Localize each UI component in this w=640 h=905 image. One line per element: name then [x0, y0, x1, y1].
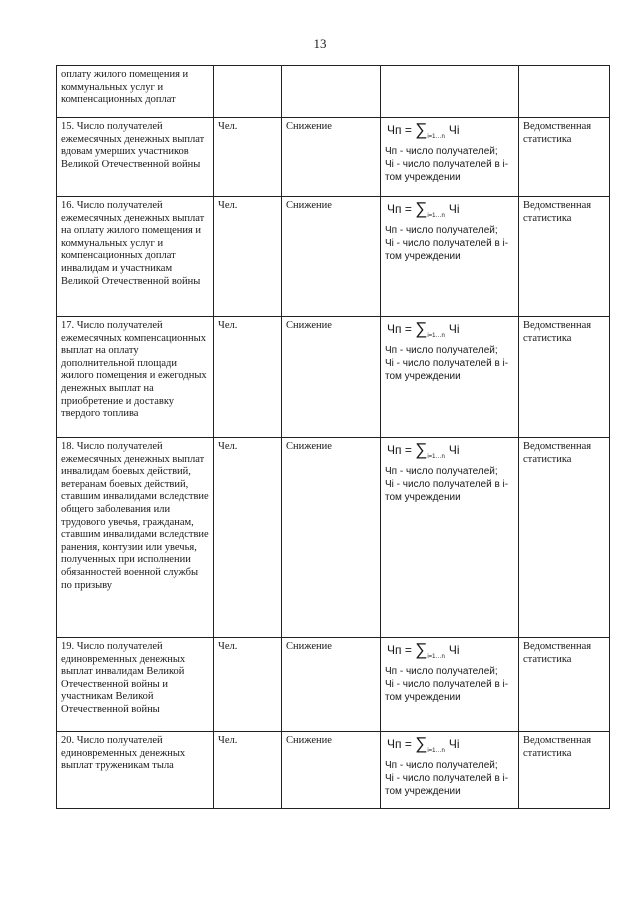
sigma-symbol: ∑ [415, 319, 428, 338]
sigma-symbol: ∑ [415, 440, 428, 459]
table-row [57, 638, 610, 732]
direction-cell: Снижение [282, 118, 381, 197]
formula-eq: = [404, 643, 412, 657]
calculation-method-cell [381, 118, 519, 197]
source-cell: Ведомственная статистика [519, 638, 610, 732]
formula-legend-total: Чп - число получателей; [385, 666, 498, 677]
indicators-table [56, 65, 610, 809]
formula-lhs: Чп [387, 202, 402, 216]
sum-formula [385, 201, 514, 224]
sum-index: i=1…n [427, 748, 445, 754]
indicator-cell: 16. Число получателей ежемесячных денежных выплат на оплату жилого помещения и коммунальных услуг и компенсационных доплат инвалидам и участникам Великой Отечественной войны [57, 197, 214, 317]
table-row [57, 438, 610, 638]
unit-cell: Чел. [214, 197, 282, 317]
calculation-method-cell [381, 66, 519, 118]
calculation-method-cell [381, 732, 519, 809]
sigma-symbol: ∑ [415, 640, 428, 659]
calculation-method-cell [381, 317, 519, 438]
direction-cell: Снижение [282, 638, 381, 732]
formula-legend-term: Чi - число получателей в i-том учреждении [385, 159, 509, 183]
table-row [57, 317, 610, 438]
unit-cell: Чел. [214, 317, 282, 438]
page-number: 13 [313, 36, 327, 51]
sum-formula [385, 442, 514, 465]
sum-formula [385, 122, 514, 145]
table-row [57, 66, 610, 118]
sum-formula [385, 736, 514, 759]
formula-lhs: Чп [387, 643, 402, 657]
indicator-cell: 19. Число получателей единовременных денежных выплат инвалидам Великой Отечественной войны и участникам Великой Отечественной войны [57, 638, 214, 732]
unit-cell: Чел. [214, 732, 282, 809]
formula-legend-total: Чп - число получателей; [385, 760, 498, 771]
formula-term: Чi [448, 737, 460, 751]
formula-lhs: Чп [387, 443, 402, 457]
formula-legend-term: Чi - число получателей в i-том учреждении [385, 773, 509, 797]
formula-eq: = [404, 322, 412, 336]
indicator-cell: 18. Число получателей ежемесячных денежных выплат инвалидам боевых действий, ветеранам боевых действий, ставшим инвалидами вследствие общего заболевания или трудового увечья, гражданам, ставшим инвалидами вследствие ранения, контузии или увечья, полученных при исполнении обязанностей военной службы по призыву [57, 438, 214, 638]
formula-lhs: Чп [387, 123, 402, 137]
table-row [57, 197, 610, 317]
formula-legend-total: Чп - число получателей; [385, 146, 498, 157]
source-cell: Ведомственная статистика [519, 732, 610, 809]
source-cell [519, 66, 610, 118]
direction-cell: Снижение [282, 197, 381, 317]
direction-cell: Снижение [282, 732, 381, 809]
sum-index: i=1…n [427, 134, 445, 140]
formula-legend-term: Чi - число получателей в i-том учреждении [385, 358, 509, 382]
unit-cell [214, 66, 282, 118]
unit-cell: Чел. [214, 638, 282, 732]
direction-cell: Снижение [282, 438, 381, 638]
indicator-cell: 17. Число получателей ежемесячных компенсационных выплат на оплату дополнительной площади жилого помещения и ежегодных денежных выплат на приобретение и доставку твердого топлива [57, 317, 214, 438]
formula-legend-total: Чп - число получателей; [385, 345, 498, 356]
formula-eq: = [404, 202, 412, 216]
sum-formula [385, 321, 514, 344]
calculation-method-cell [381, 438, 519, 638]
source-cell: Ведомственная статистика [519, 438, 610, 638]
calculation-method-cell [381, 197, 519, 317]
sum-formula [385, 642, 514, 665]
table-row [57, 118, 610, 197]
formula-eq: = [404, 443, 412, 457]
source-cell: Ведомственная статистика [519, 118, 610, 197]
formula-lhs: Чп [387, 737, 402, 751]
formula-legend-term: Чi - число получателей в i-том учреждении [385, 238, 509, 262]
direction-cell: Снижение [282, 317, 381, 438]
formula-legend-term: Чi - число получателей в i-том учреждении [385, 479, 509, 503]
formula-legend-total: Чп - число получателей; [385, 466, 498, 477]
calculation-method-cell [381, 638, 519, 732]
formula-term: Чi [448, 643, 460, 657]
unit-cell: Чел. [214, 438, 282, 638]
formula-eq: = [404, 737, 412, 751]
formula-term: Чi [448, 123, 460, 137]
sum-index: i=1…n [427, 654, 445, 660]
sigma-symbol: ∑ [415, 120, 428, 139]
sum-index: i=1…n [427, 213, 445, 219]
sigma-symbol: ∑ [415, 199, 428, 218]
formula-term: Чi [448, 202, 460, 216]
sum-index: i=1…n [427, 333, 445, 339]
unit-cell: Чел. [214, 118, 282, 197]
indicator-cell: оплату жилого помещения и коммунальных услуг и компенсационных доплат [57, 66, 214, 118]
sum-index: i=1…n [427, 454, 445, 460]
formula-eq: = [404, 123, 412, 137]
source-cell: Ведомственная статистика [519, 197, 610, 317]
indicator-cell: 15. Число получателей ежемесячных денежных выплат вдовам умерших участников Великой Отечественной войны [57, 118, 214, 197]
formula-legend-total: Чп - число получателей; [385, 225, 498, 236]
indicator-cell: 20. Число получателей единовременных денежных выплат труженикам тыла [57, 732, 214, 809]
formula-lhs: Чп [387, 322, 402, 336]
table-row [57, 732, 610, 809]
source-cell: Ведомственная статистика [519, 317, 610, 438]
formula-term: Чi [448, 443, 460, 457]
sigma-symbol: ∑ [415, 734, 428, 753]
direction-cell [282, 66, 381, 118]
formula-legend-term: Чi - число получателей в i-том учреждении [385, 679, 509, 703]
formula-term: Чi [448, 322, 460, 336]
